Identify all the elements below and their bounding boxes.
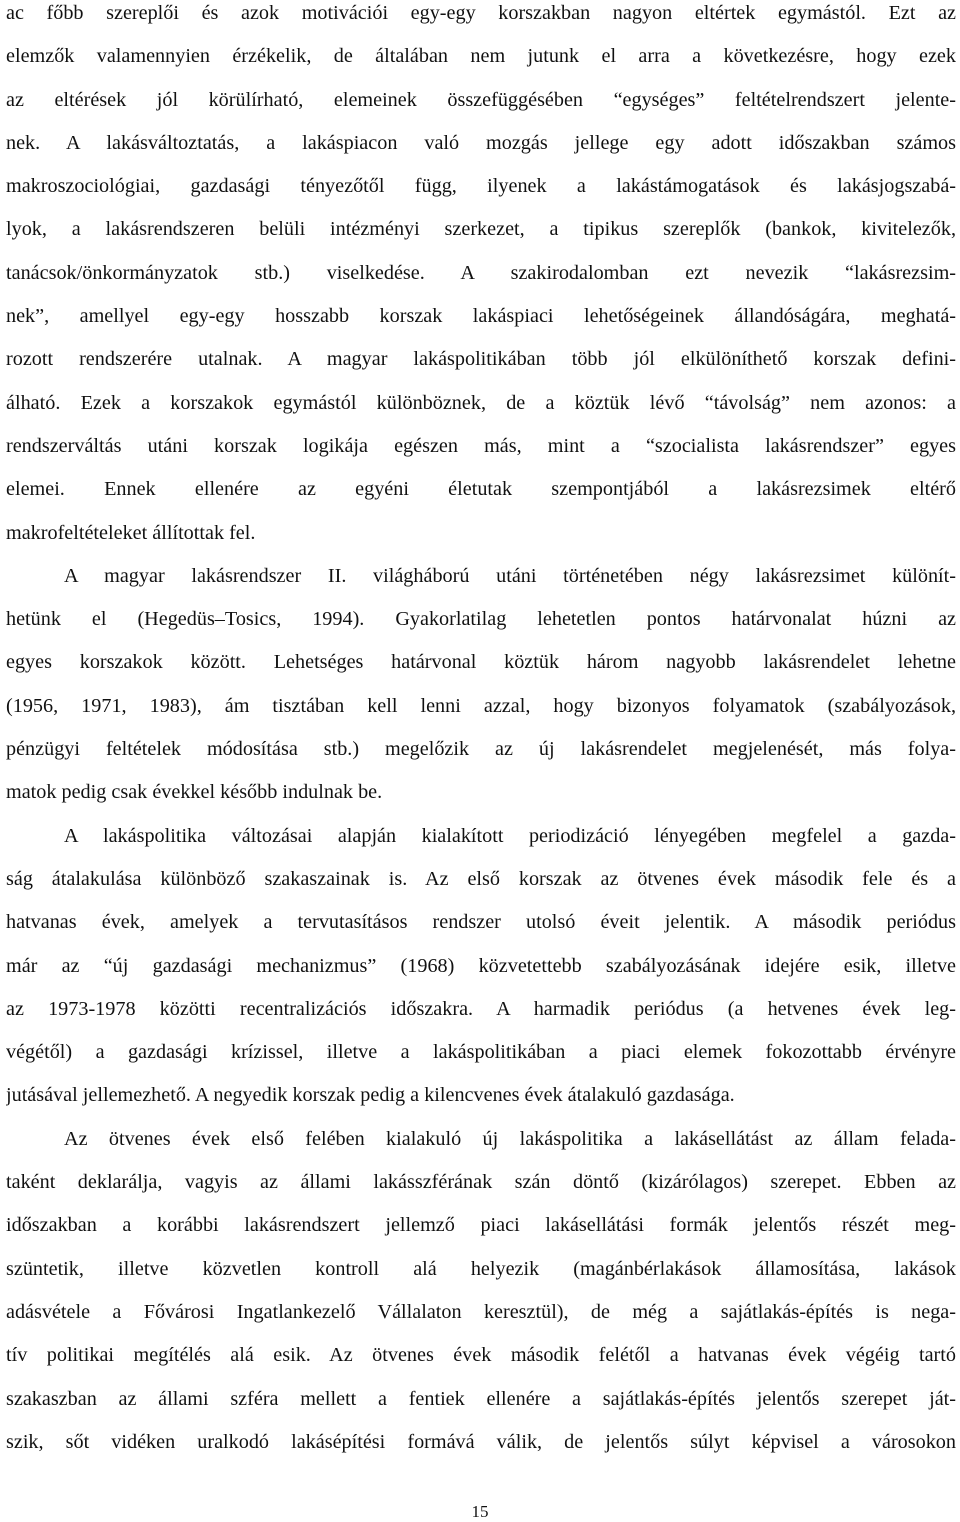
text-line: lyok, a lakásrendszeren belüli intézményi szerkezet, a tipikus szereplők (bankok, kivitelezők, xyxy=(6,218,956,241)
text-line: szakaszban az állami szféra mellett a fentiek ellenére a sajátlakás-építés jelentős szerepet ját- xyxy=(6,1387,956,1410)
text-line: ság átalakulása különböző szakaszainak is. Az első korszak az ötvenes évek második fele és a xyxy=(6,867,956,890)
text-line: (1956, 1971, 1983), ám tisztában kell lenni azzal, hogy bizonyos folyamatok (szabályozások, xyxy=(6,694,956,717)
text-line: végétől) a gazdasági krízissel, illetve a lakáspolitikában a piaci elemek fokozottabb érvényre xyxy=(6,1041,956,1064)
text-line: pénzügyi feltételek módosítása stb.) megelőzik az új lakásrendelet megjelenését, más folya- xyxy=(6,738,956,761)
page-number: 15 xyxy=(471,1502,489,1521)
text-line: az eltérések jól körülírható, elemeinek összefüggésében “egységes” feltételrendszert jelente- xyxy=(6,88,956,111)
text-line: makroszociológiai, gazdasági tényezőtől függ, ilyenek a lakástámogatások és lakásjogszabá- xyxy=(6,175,956,198)
text-line: taként deklarálja, vagyis az állami lakásszférának szán döntő (kizárólagos) szerepet. Ebben az xyxy=(6,1171,956,1194)
text-line: nek. A lakásváltoztatás, a lakáspiacon való mozgás jellege egy adott időszakban számos xyxy=(6,131,956,154)
text-line: adásvétele a Fővárosi Ingatlankezelő Vállalaton keresztül), de még a sajátlakás-építés is nega- xyxy=(6,1300,956,1323)
text-line: egyes korszakok között. Lehetséges határvonal köztük három nagyobb lakásrendelet lehetne xyxy=(6,651,956,674)
text-line: matok pedig csak évekkel később indulnak be. xyxy=(6,781,383,804)
text-line: elemei. Ennek ellenére az egyéni életutak szempontjából a lakásrezsimek eltérő xyxy=(6,478,956,501)
text-line: rozott rendszerére utalnak. A magyar lakáspolitikában több jól elkülöníthető korszak defini- xyxy=(6,348,956,371)
text-line: szüntetik, illetve közvetlen kontroll alá helyezik (magánbérlakások államosítása, lakások xyxy=(6,1257,956,1280)
text-line: A lakáspolitika változásai alapján kialakított periodizáció lényegében megfelel a gazda- xyxy=(64,824,956,847)
text-line: szik, sőt vidéken uralkodó lakásépítési formává válik, de jelentős súlyt képvisel a városokon xyxy=(6,1430,956,1453)
text-line: jutásával jellemezhető. A negyedik korszak pedig a kilencvenes évek átalakuló gazdasága. xyxy=(6,1084,735,1107)
text-line: hetünk el (Hegedüs–Tosics, 1994). Gyakorlatilag lehetetlen pontos határvonalat húzni az xyxy=(6,608,956,631)
body-text xyxy=(6,0,956,1472)
text-line: hatvanas évek, amelyek a tervutasításos rendszer utolsó éveit jelentik. A második periódus xyxy=(6,911,956,934)
text-line: időszakban a korábbi lakásrendszert jellemző piaci lakásellátási formák jelentős részét meg- xyxy=(6,1214,956,1237)
text-line: az 1973-1978 közötti recentralizációs időszakra. A harmadik periódus (a hetvenes évek leg- xyxy=(6,997,956,1020)
text-line: makrofeltételeket állítottak fel. xyxy=(6,521,256,544)
text-line: nek”, amellyel egy-egy hosszabb korszak lakáspiaci lehetőségeinek állandóságára, meghatá- xyxy=(6,305,956,328)
text-line: rendszerváltás utáni korszak logikája egészen más, mint a “szocialista lakásrendszer” egyes xyxy=(6,434,956,457)
text-line: ac főbb szereplői és azok motivációi egy-egy korszakban nagyon eltértek egymástól. Ezt az xyxy=(6,2,956,24)
text-line: tív politikai megítélés alá esik. Az ötvenes évek második felétől a hatvanas évek végéig tartó xyxy=(6,1344,956,1367)
text-line: Az ötvenes évek első felében kialakuló új lakáspolitika a lakásellátást az állam felada- xyxy=(64,1127,956,1150)
text-line: A magyar lakásrendszer II. világháború utáni történetében négy lakásrezsimet különít- xyxy=(64,564,956,587)
text-line: álható. Ezek a korszakok egymástól különböznek, de a köztük lévő “távolság” nem azonos: a xyxy=(6,391,956,414)
text-line: elemzők valamennyien érzékelik, de általában nem jutunk el arra a következésre, hogy ezek xyxy=(6,45,956,68)
text-line: tanácsok/önkormányzatok stb.) viselkedése. A szakirodalomban ezt nevezik “lakásrezsim- xyxy=(6,261,956,284)
text-line: már az “új gazdasági mechanizmus” (1968) közvetettebb szabályozásának idejére esik, illetve xyxy=(6,954,956,977)
